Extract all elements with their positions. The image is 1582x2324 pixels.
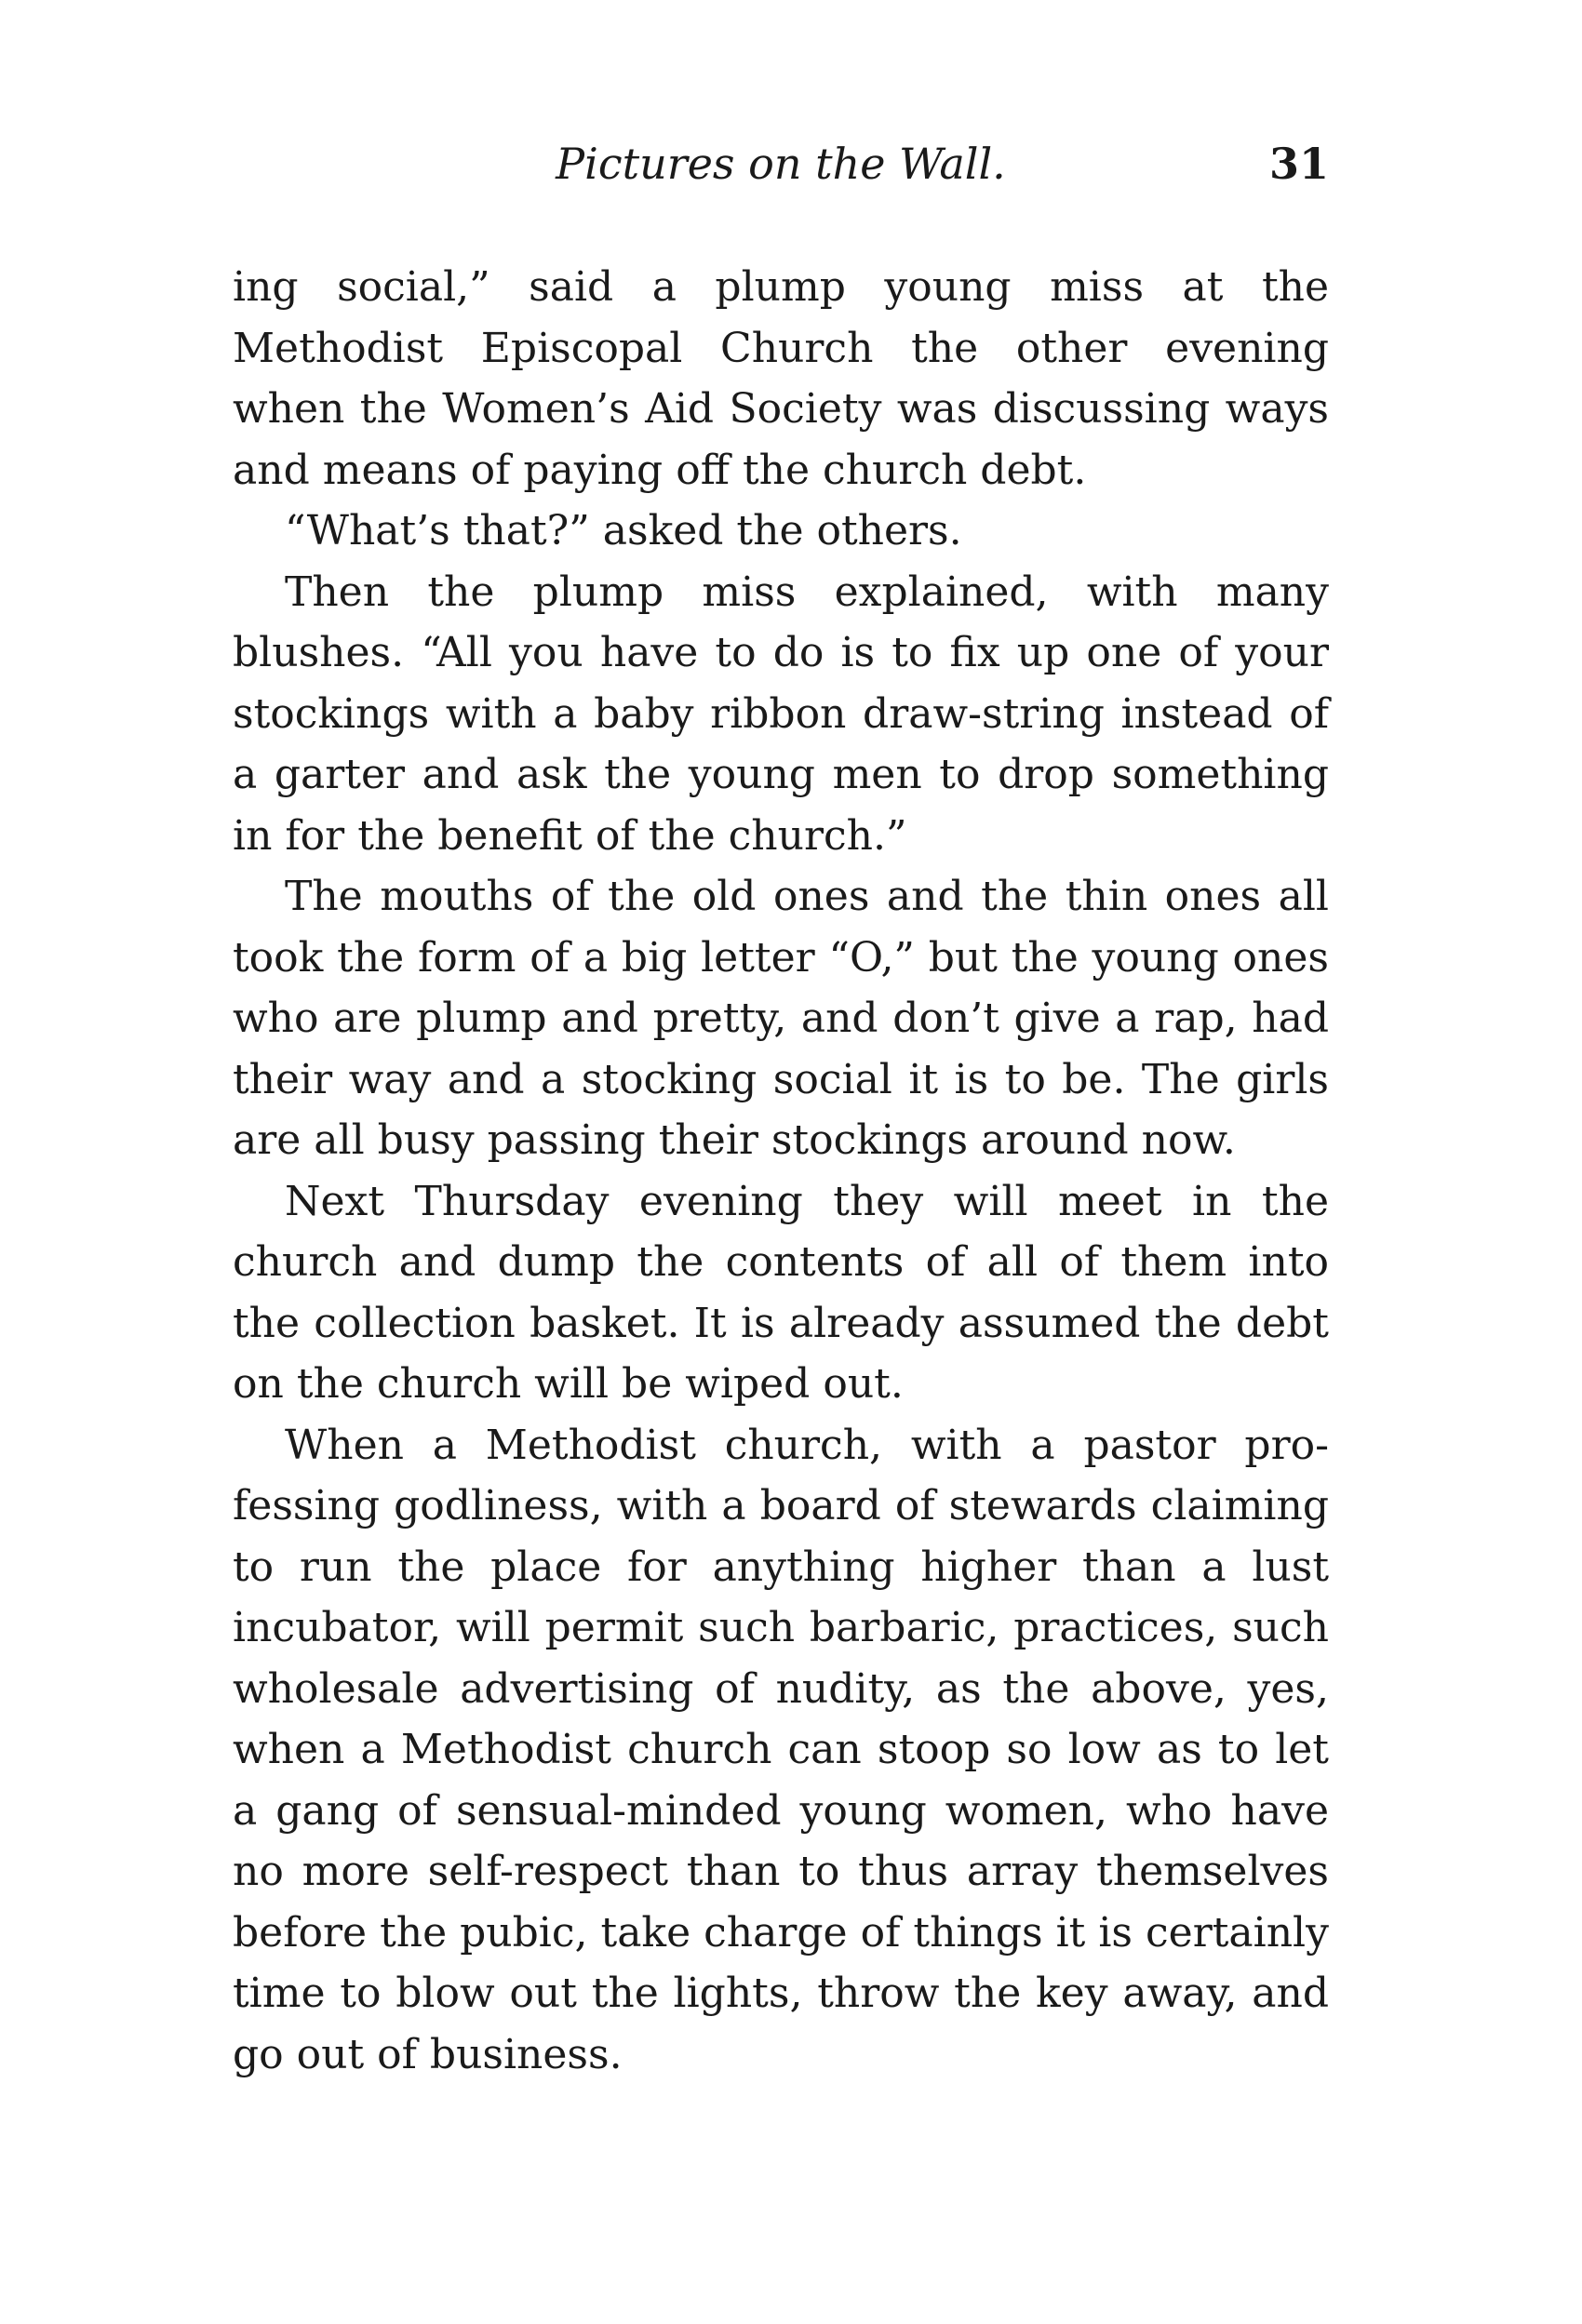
paragraph-3: Then the plump miss explained, with many blushes. “All you have to do is to fix up one of your stockings with a baby ribbon draw-string instead of a garter and ask the young men to drop something in for the benefit of the church.” [233,568,1329,860]
paragraph-1: ing social,” said a plump young miss at the Methodist Episcopal Church the other evening when the Women’s Aid Society was discussing ways and means of paying off the church debt. [233,263,1329,494]
running-title: Pictures on the Wall. [556,139,1006,189]
paragraph-2: “What’s that?” asked the others. [285,507,962,554]
body-text [233,257,1329,2085]
paragraph-5: Next Thursday evening they will meet in the church and dump the contents of all of them into the collection basket. It is already assumed the debt on the church will be wiped out. [233,1177,1329,1408]
paragraph-6: When a Methodist church, with a pastor professing godliness, with a board of stewards claiming to run the place for anything higher than a lust incubator, will permit such barbaric, practices, such wholesale advertising of nudity, as the above, yes, when a Methodist church can stoop so low as to let a gang of sensual-minded young women, who have no more self-respect than to thus array themselves before the pubic, take charge of things it is certainly time to blow out the lights, throw the key away, and go out of business. [233,1421,1329,2078]
page-header [233,132,1329,195]
paragraph-4: The mouths of the old ones and the thin ones all took the form of a big letter “O,” but the young ones who are plump and pretty, and don’t give a rap, had their way and a stocking social it is to be. The girls are all busy passing their stockings around now. [233,873,1329,1164]
page-number: 31 [1268,139,1329,189]
